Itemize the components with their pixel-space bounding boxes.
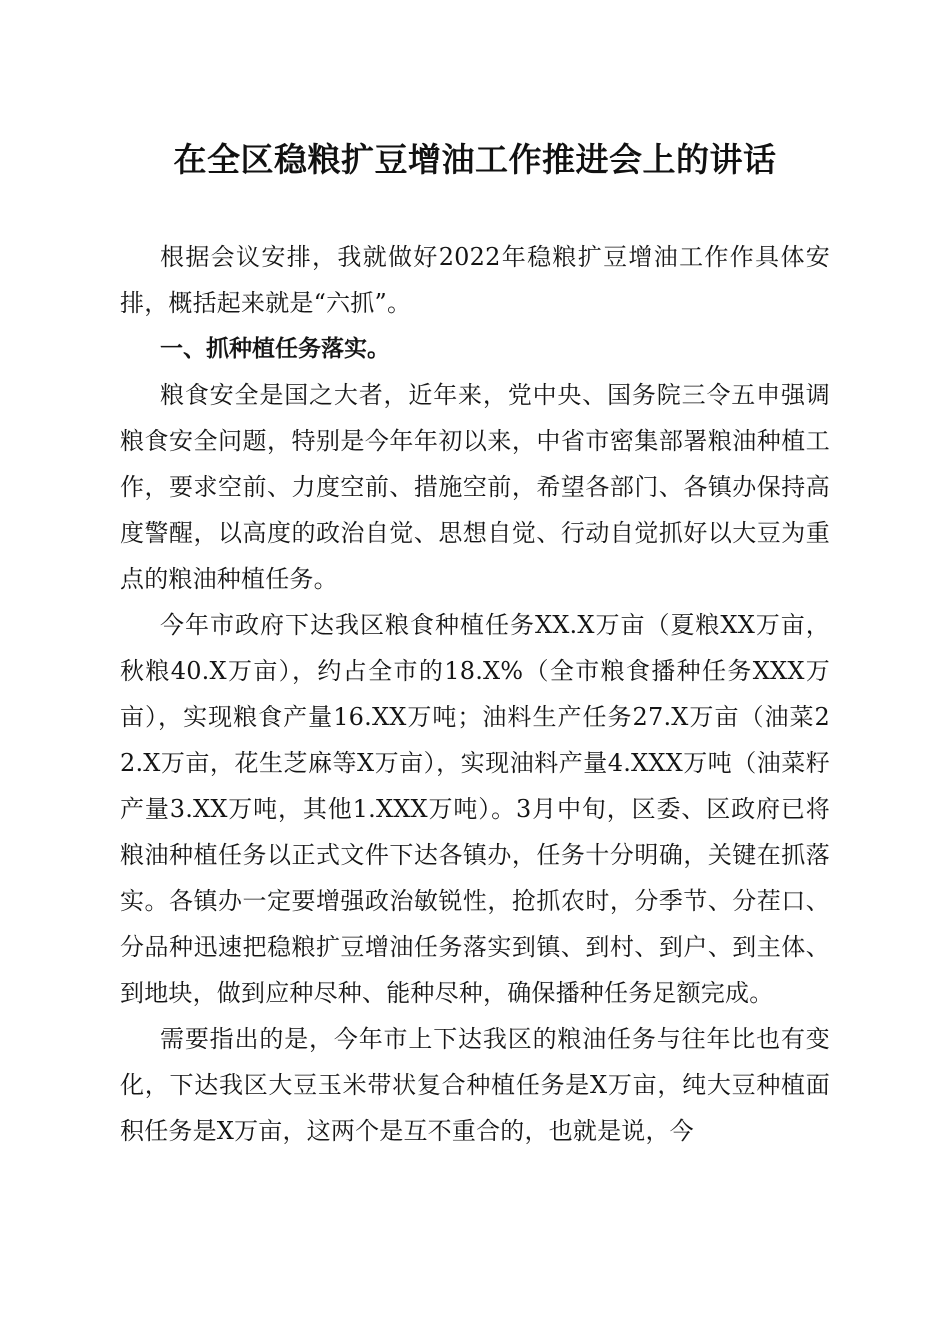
document-page xyxy=(120,130,830,1154)
document-body xyxy=(120,234,830,1154)
intro-paragraph: 根据会议安排，我就做好2022年稳粮扩豆增油工作作具体安排，概括起来就是“六抓”。 xyxy=(120,243,830,317)
section-paragraph: 今年市政府下达我区粮食种植任务XX.X万亩（夏粮XX万亩，秋粮40.X万亩），约占全市的18.X%（全市粮食播种任务XXX万亩），实现粮食产量16.XX万吨；油料生产任务27.X万亩（油菜22.X万亩，花生芝麻等X万亩），实现油料产量4.XXX万吨（油菜籽产量3.XX万吨，其他1.XXX万吨）。3月中旬，区委、区政府已将粮油种植任务以正式文件下达各镇办，任务十分明确，关键在抓落实。各镇办一定要增强政治敏锐性，抢抓农时，分季节、分茬口、分品种迅速把稳粮扩豆增油任务落实到镇、到村、到户、到主体、到地块，做到应种尽种、能种尽种，确保播种任务足额完成。 xyxy=(120,611,830,1007)
section-paragraph: 粮食安全是国之大者，近年来，党中央、国务院三令五申强调粮食安全问题，特别是今年年初以来，中省市密集部署粮油种植工作，要求空前、力度空前、措施空前，希望各部门、各镇办保持高度警醒，以高度的政治自觉、思想自觉、行动自觉抓好以大豆为重点的粮油种植任务。 xyxy=(120,381,830,593)
section-paragraph: 需要指出的是，今年市上下达我区的粮油任务与往年比也有变化，下达我区大豆玉米带状复合种植任务是X万亩，纯大豆种植面积任务是X万亩，这两个是互不重合的，也就是说，今 xyxy=(120,1025,830,1145)
document-title: 在全区稳粮扩豆增油工作推进会上的讲话 xyxy=(173,140,777,179)
section-heading: 一、抓种植任务落实。 xyxy=(160,336,390,362)
